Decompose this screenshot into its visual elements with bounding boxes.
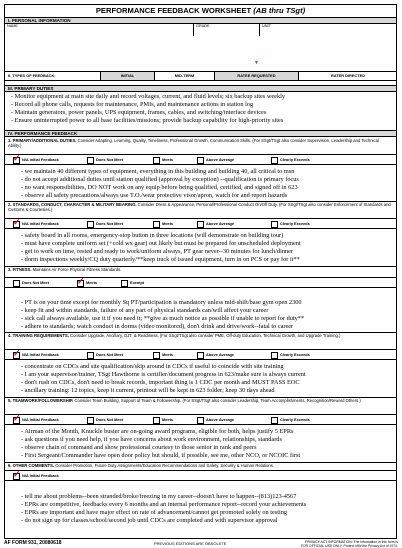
item-primary-duties-label: 1. PRIMARY/ADDITIONAL DUTIES. Consider Adapting, Learning, Quality, Timeliness, Professional Growth, Communication Skills. (For SSgt/TSgt also consider Supervision, Leadership and Technical Ability.) (8, 138, 379, 148)
obsolete-notice: PREVIOUS EDITIONS ARE OBSOLETE (154, 541, 227, 546)
rating-clearly-exceeds[interactable]: Clearly Exceeds (269, 155, 339, 164)
comment-line: - Airman of the Month, Knuckle buster are on-going award programs, eligible for both, helps justify 5 EPRs (21, 428, 294, 435)
comment-line: - adhere to standards; watch conduct in dorms (video monitored), don't drink and drive/work--fatal to career (21, 323, 294, 330)
comment-line: - EPRs are competitive, feedbacks every 6 months and an internal performance report--record your achievements (21, 501, 307, 508)
rating-row-1 (5, 154, 396, 165)
rating-na[interactable]: ✓ N/A Initial Feedback (13, 217, 59, 227)
fitness-exempt[interactable]: Exempt (119, 278, 159, 287)
duty-line: - Record all phone calls, requests for maintenance, PMIs, and maintenance actions in station log (11, 101, 254, 108)
duty-line: - Ensure uninterrupted power to all base facilities/missions; provide backup capability for high-priority sites (11, 117, 284, 124)
section-primary-duties-header: III. PRIMARY DUTIES (5, 85, 396, 92)
rating-meets[interactable]: Meets (151, 219, 191, 228)
rating-na[interactable]: ✓ N/A Initial Feedback (13, 413, 59, 423)
comment-line: - ask questions if you need help, if you have concerns about work environment, relationships, standards (21, 436, 282, 443)
item-standards-label: 2. STANDARDS, CONDUCT, CHARACTER & MILITARY BEARING. Consider Dress & Appearance, Personal/Professional Conduct On/Off Duty. (For SSgt/TSgt also consider Enforcement of Standards and Customs & Courtesies.) (8, 202, 391, 212)
personal-info-row (5, 24, 396, 36)
rating-na[interactable]: ✓ N/A Initial Feedback (13, 153, 59, 163)
comment-line: - we maintain 40 different types of equipment, everything in this building and building 40, all critical to msn (21, 168, 295, 175)
section-performance-feedback-header: IV. PERFORMANCE FEEDBACK (5, 130, 396, 137)
type-rater-directed[interactable]: RATER DIRECTED (330, 73, 366, 78)
comment-line: - concentrate on CDCs and site qualification/skip around in CDCs if useful to coincide with site training (21, 363, 284, 370)
fitness-row (5, 277, 396, 288)
comment-line: - EPRs are important and have major effect on rate of advancement/cannot get promoted solely on testing (21, 509, 288, 516)
item-teamwork-label: 5. TEAMWORK/FOLLOWERSHIP. Consider Team Building, Support of Team & Followership. (For SSgt/TSgt also consider Leadership, Team Accomplishments, Recognition/Reward Others.) (8, 398, 361, 403)
fitness-does-not-meet[interactable]: Does Not Meet (11, 278, 71, 287)
rating-above-average[interactable]: Above Average (195, 155, 265, 164)
type-mid-term[interactable]: MID-TERM (155, 72, 215, 80)
rating-meets[interactable]: Meets (151, 350, 191, 359)
rating-clearly-exceeds[interactable]: Clearly Exceeds (269, 350, 339, 359)
comment-line: - ancillary training: 12 topics, keep it current, printout will be kept in 623 folder; keep 30 days ahead (21, 387, 275, 394)
rating-above-average[interactable]: Above Average (195, 219, 265, 228)
rating-meets[interactable]: Meets (151, 415, 191, 424)
rating-above-average[interactable]: Above Average (195, 415, 265, 424)
comment-line: - dorm inspections weekly/CQ duty quarterly/**keep track of issued equipment, turn in on PCS or pay for it** (21, 256, 300, 263)
rating-does-not-meet[interactable]: Does Not Meet (85, 219, 145, 228)
checkmark-icon: ✓ (13, 153, 21, 163)
rating-row-6 (5, 470, 396, 481)
form-title-suffix: (AB thru TSgt) (253, 6, 306, 15)
rating-clearly-exceeds[interactable]: Clearly Exceeds (269, 219, 339, 228)
comment-line: - no want responsibilities, DO NOT work on any equip before being qualified, certified, and signed off in 623 (21, 184, 298, 191)
comment-line: - get to work on time, rested and ready to work/uniform always, PT gear never--30 minutes for lunch/dinner (21, 248, 294, 255)
types-of-feedback-row (5, 71, 396, 81)
form-title: PERFORMANCE FEEDBACK WORKSHEET (AB thru TSgt) (5, 5, 396, 18)
arrow-icon: ▼ (254, 60, 259, 66)
comment-line: - do not accept additional duties until station qualified (approval by exception) --qualification is primary focus (21, 176, 299, 183)
feedback-form (4, 4, 397, 539)
comment-line: - do not sign up for classes/school/second job until CDCs are completed and with supervisor approval (21, 517, 278, 524)
comment-line: - safety board in all rooms, emergency-stop button in three locations (will demonstrate on building tour) (21, 232, 284, 239)
rating-above-average[interactable]: Above Average (195, 350, 265, 359)
rating-na[interactable]: ✓ N/A Initial Feedback (13, 348, 59, 358)
checkmark-icon: ✓ (13, 469, 21, 479)
duty-line: - Monitor equipment at main site daily and record voltages, current, and fluid levels; six backup sites weekly (11, 93, 286, 100)
comment-line: - don't rush on CDCs, don't need to break records, important thing is 1 CDC per month and MUST PASS EOC (21, 379, 300, 386)
rating-row-2 (5, 218, 396, 229)
comment-line: - sick call always available, use it if you need it; **give as much notice as possible if unable to report for duty** (21, 315, 305, 322)
privacy-notice: PRIVACY ACT INFORMATION: The information in this form is FOR OFFICIAL USE ONLY. Protect IAW the Privacy Act of 1974. (300, 540, 398, 548)
name-field[interactable]: NAME (5, 24, 194, 36)
comment-line: - keep fit and within standards, failure of any part of physical standards can/will affect your career (21, 307, 269, 314)
comment-line: - tell me about problems--been stranded/broke/freezing in my career--doesn't have to happen--(813)123-4567 (21, 493, 297, 500)
rating-does-not-meet[interactable]: Does Not Meet (85, 350, 145, 359)
comment-line: - observe chain of command and show professional courtesy to those senior in rank and peers (21, 444, 257, 451)
item-fitness-label: 3. FITNESS. Maintains Air Force Physical Fitness Standards. (8, 267, 122, 272)
duty-line: - Maintain generators, power panels, UPS equipment, frames, cables, and switching/interface devices (11, 109, 267, 116)
comment-line: - must have complete uniform set (+cold wx gear) out likely but must be prepared for unscheduled deployment (21, 240, 301, 247)
item-training-label: 4. TRAINING REQUIREMENTS. Consider Upgrade, Ancillary, OJT, & Readiness. (For SSgt/TSgt also consider PME, Off-duty Education, Technical Growth, and Upgrade Training.) (8, 333, 341, 338)
unit-field[interactable]: UNIT (262, 24, 271, 28)
checkmark-icon: ✓ (13, 348, 21, 358)
section-personal-info-header: I. PERSONAL INFORMATION (5, 17, 396, 24)
rating-na[interactable]: ✓ N/A Initial Feedback (13, 469, 59, 479)
checkmark-icon: ✓ (13, 413, 21, 423)
rating-row-5 (5, 414, 396, 425)
comment-line: - PT is on your time except for monthly Sq PT/participation is mandatory unless mid-shift/base gym open 2300 (21, 299, 302, 306)
rating-does-not-meet[interactable]: Does Not Meet (85, 155, 145, 164)
checkmark-icon: ✓ (77, 276, 85, 286)
comment-line: - First Sergeant/Commander have open door policy but should, if possible, see me, other NCO, or NCOIC first (21, 452, 301, 459)
rating-does-not-meet[interactable]: Does Not Meet (85, 415, 145, 424)
type-initial[interactable]: INITIAL (101, 72, 155, 80)
rating-row-4 (5, 349, 396, 360)
grade-field[interactable]: GRADE (194, 24, 260, 36)
rating-meets[interactable]: Meets (151, 155, 191, 164)
item-other-comments-label: 6. OTHER COMMENTS. Consider Promotion, Future Duty Assignments/Education Recommendations and Safety, Security & Human Relations. (8, 463, 274, 468)
comment-line: - observe all safety precautions/always use T.O./wear protective visor/apron, watch for and report hazards (21, 192, 288, 199)
fitness-meets[interactable]: ✓ Meets (77, 276, 98, 286)
checkmark-icon: ✓ (13, 217, 21, 227)
rating-clearly-exceeds[interactable]: Clearly Exceeds (269, 415, 339, 424)
form-footer (4, 540, 398, 548)
type-ratee-requested[interactable]: RATEE REQUESTED (215, 72, 299, 80)
comment-line: - I am your supervisor/trainer, TSgt Hawthorne is certifier/document progress in 623/make sure is always current (21, 371, 306, 378)
types-of-feedback-label: II. TYPES OF FEEDBACK: (5, 72, 101, 80)
form-number: AF FORM 931, 20080618 (4, 540, 62, 546)
